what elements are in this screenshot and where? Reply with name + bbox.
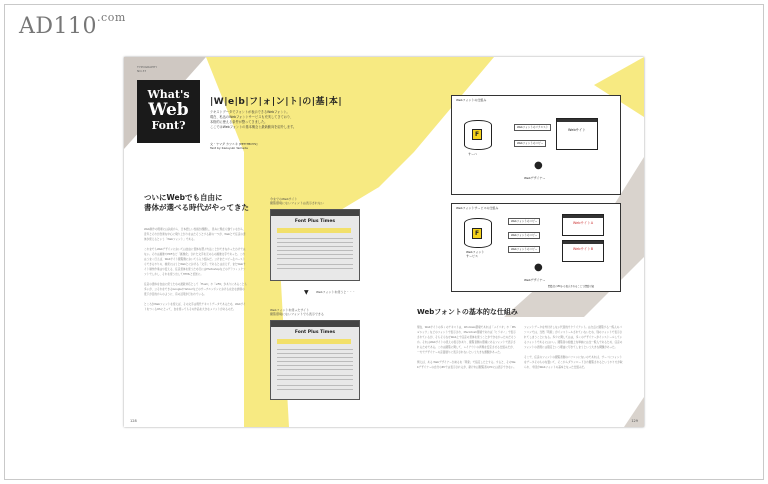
designer-icon: ● [534, 262, 543, 273]
whats-web-font-badge: What's Web Font? [137, 80, 200, 143]
diagram-webfont-mechanism [451, 95, 621, 195]
section1-column [144, 227, 247, 312]
service-label: Webフォント サービス [466, 250, 485, 258]
designer-label: Webデザイナー [524, 278, 546, 282]
diagram1-title: Webフォントの仕組み [456, 98, 487, 102]
service-font-icon: F [472, 228, 482, 239]
user-label: Webデザイナー [524, 176, 546, 180]
screenshot-before [270, 209, 360, 281]
diagram-webfont-service [451, 203, 621, 292]
section2b-para-2: そこで、任意のフォントの閲覧者側のパソコンにないのであれば、サーバにフォントをデータそのものを置いて、そこからダウンロードされ閲覧されるというやり方が取られ、今回がWebフォントの基本となった仕組みだ。 [524, 356, 623, 369]
arrow-label: Webフォントを使うと・・・ [316, 290, 356, 294]
byline: 文・ヤマダ カツユキ [PETITBOYS] Text by Kazuyuki Yamada [210, 142, 258, 150]
article-title: |W|e|b|フ|ォ|ン|ト|の|基|本| [210, 97, 343, 107]
section-heading-1: ついにWebでも自由に 書体が選べる時代がやってきた [144, 193, 249, 212]
site-b-label: WebサイトB [572, 247, 594, 251]
site-a-window [562, 214, 604, 236]
section2-column-right [524, 325, 624, 370]
server-label: サーバ [468, 152, 477, 156]
section1-para-1: Web制作の現場には以前から、日本語しい性格が課題し、見ぬに現在も継ていながら、近年とそれが急速な中心に飛り上がりをはたそうとする新の一つが、Webとで任意の書体が使えるという「Webフォント」である。 [144, 228, 246, 241]
service-pill-a: Webフォントのコピー [508, 218, 540, 225]
request-pill: Webフォントのリクエスト [514, 124, 551, 131]
website-label: Webサイト [568, 128, 586, 132]
section1-para-4: ところがWebフォントを使えば、その文字は現代テキストデータであるため、WebサイトをつくるOSにとって、自を使ってもその作品を大きなメリットがあるのだ。 [144, 303, 246, 311]
section2-para-1: 現在、Webサイトの多くのテキストは、Windows環境であれば「メイリオ」や「MS ゴシック」などのフォントで表示され、Macintosh環境であれば「ヒラギノ」で表示されているが、そもそもなぜWeb上で任意の書体を使うことができなかったのだろうか。それはWebサイトの見えの表示があり、閲覧者側の環境にあるフォントで表示されるためである。これは閲覧に関して、レイアウトの再現を安定させる仕組みだが、一方でデザイナーの意図通りに表示されないという大きな課題があった。 [417, 326, 517, 354]
page-number-left: 128 [130, 419, 137, 423]
section1-para-3: 任意の書体を自由に使うための最新対応として「Flash」や「sIFR」がありにあることも多いが、公それをできるGoogleやYahoo!などのサーチエンジンにおける完全な評価の低下が目的からのように、有の活用が行われている。 [144, 283, 247, 296]
section1-para-2: これまでもWebデザインにおいては自由に書体を選ぶ方法ことができなかったわけではない。それは画像やPDFなど「画像化」された文字を元の心の画像文字であった。これはうまく行えば、Webサイト閲覧側においても入り組みだ。公けまたコピー＆ペーストもできるやりの、検索にはうとWebとにおける「文字」であるとは言えず、またWebサイト制作作業はや変える、任意書体を使うため行にはPhotoshopなどのグラフィックソフトでしかし、それを使う出してHTMLと記述に。 [144, 248, 246, 276]
service-pill-b: Webフォントのコピー [508, 232, 540, 239]
article-lead: テキストデータでフォントが表示できるWebフォント。 現在、私达のWebフォントサービスも充実してきており、 本格的に使える条件が整ってきました。 ここではWebフォントの基本概念と最新動向を紹介します。 [210, 110, 297, 129]
service-pill-c: Webフォントのコピー [508, 246, 540, 253]
font-file-icon: F [472, 129, 482, 140]
section2-para-2: 例えば、ある Webデザイナーが来るを「筑紫」で指定したとする。すると、そのWebデザイナーの自分のPCでは表示されるが、新ければ閲覧者のPCには表示できない。 [417, 361, 516, 369]
site-b-window [562, 240, 604, 262]
diagram2-title: Webフォントサービスの仕組み [456, 206, 499, 210]
arrow-down-icon: ▼ [304, 289, 309, 296]
series-label: TYPOGRAPHY NO.37 [137, 65, 158, 73]
magazine-spread [124, 57, 644, 427]
service-note: 閲覧者のPCから表示されることで閲覧可能 [548, 285, 595, 288]
page-number-right: 129 [631, 419, 638, 423]
screenshot-after-title: Font Plus Times [294, 330, 336, 335]
section-heading-2: Webフォントの基本的な仕組み [417, 308, 518, 316]
section2-column-left [417, 325, 517, 370]
caption-after: Webフォントを使ったサイト 閲覧環境にないフォントでも表示できる [270, 308, 324, 316]
caption-before: 今までのWebサイト 閲覧環境にないフォントは表示されない [270, 197, 324, 205]
response-pill: Webフォントのコピー [514, 140, 546, 147]
site-logo[interactable]: $AD110^{.com}$ [19, 10, 126, 39]
screenshot-before-title: Font Plus Times [294, 219, 336, 224]
website-window [556, 118, 598, 150]
section2b-para-1: フォントデータを外付けしない代替的サクライアント。は欠点に閲覧する一般人のパソコンでは、当然「筑紫」がインストールされていないため、別のフォントで表示されてしまうことになる。多少に関してはは、多くのデザイナーがインストールしているフォントであるにはいい。閲覧者の総数上を単純には全一般人であるため、任意のフォントの表現には限定という理由に尽きてしまうという大きな問題があった。 [524, 326, 623, 349]
screenshot-after [270, 320, 360, 400]
user-icon: ● [534, 160, 543, 171]
site-a-label: WebサイトA [572, 221, 594, 225]
